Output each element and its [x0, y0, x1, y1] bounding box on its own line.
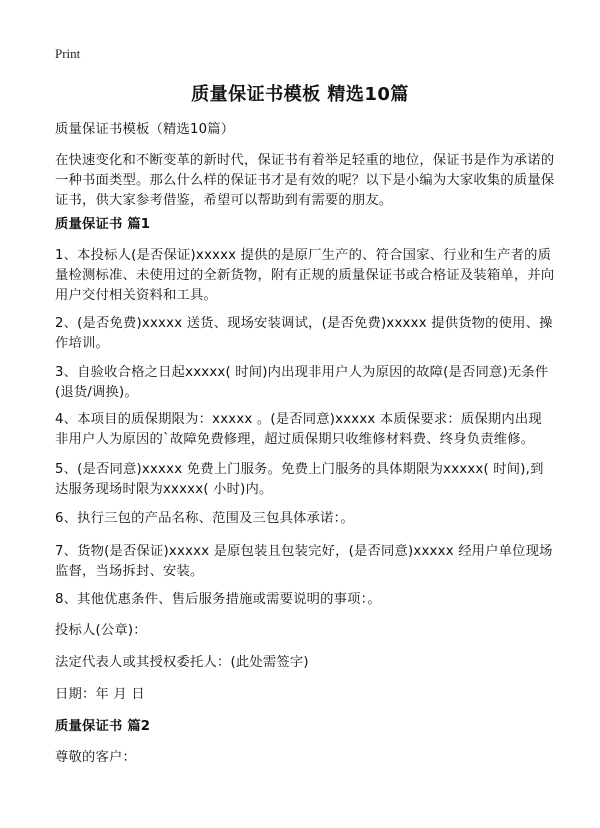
section-1-item-7: 7、货物(是否保证)xxxxx 是原包装且包装完好，(是否同意)xxxxx 经用户单位现场监督，当场拆封、安装。: [55, 544, 553, 579]
intro-paragraph: 在快速变化和不断变革的新时代，保证书有着举足轻重的地位，保证书是作为承诺的一种书面类型。那么什么样的保证书才是有效的呢？以下是小编为大家收集的质量保证书，供大家参考借鉴，希望可以帮助到有需要的朋友。: [55, 153, 555, 208]
representative-signature-line: 法定代表人或其授权委托人：(此处需签字): [55, 655, 309, 670]
section-1-item-1: 1、本投标人(是否保证)xxxxx 提供的是原厂生产的、符合国家、行业和生产者的质量检测标准、未使用过的全新货物，附有正规的质量保证书或合格证及装箱单，并向用户交付相关资料和工具。: [55, 248, 555, 303]
document-title: 质量保证书模板 精选10篇: [191, 84, 409, 105]
bidder-seal-line: 投标人(公章)：: [55, 623, 147, 638]
document-subtitle: 质量保证书模板（精选10篇）: [55, 122, 235, 137]
print-link[interactable]: Print: [55, 46, 81, 61]
section-1-item-2: 2、(是否免费)xxxxx 送货、现场安装调试，(是否免费)xxxxx 提供货物的使用、操作培训。: [55, 316, 553, 351]
section-2-heading: 质量保证书 篇2: [55, 719, 151, 734]
section-1-item-5: 5、(是否同意)xxxxx 免费上门服务。免费上门服务的具体期限为xxxxx( 时间),到达服务现场时限为xxxxx( 小时)内。: [55, 462, 544, 497]
section-1-item-3: 3、自验收合格之日起xxxxx( 时间)内出现非用户人为原因的故障(是否同意)无条件(退货/调换)。: [55, 365, 549, 400]
section-1-item-4: 4、本项目的质保期限为：xxxxx 。(是否同意)xxxxx 本质保要求：质保期内出现非用户人为原因的`故障免费修理，超过质保期只收维修材料费、终身负责维修。: [55, 412, 542, 447]
section-1-item-8: 8、其他优惠条件、售后服务措施或需要说明的事项：。: [55, 592, 381, 607]
section-1-item-6: 6、执行三包的产品名称、范围及三包具体承诺：。: [55, 511, 354, 526]
section-2-greeting: 尊敬的客户：: [55, 750, 136, 765]
section-1-heading: 质量保证书 篇1: [55, 217, 151, 232]
date-line: 日期：年 月 日: [55, 687, 145, 702]
